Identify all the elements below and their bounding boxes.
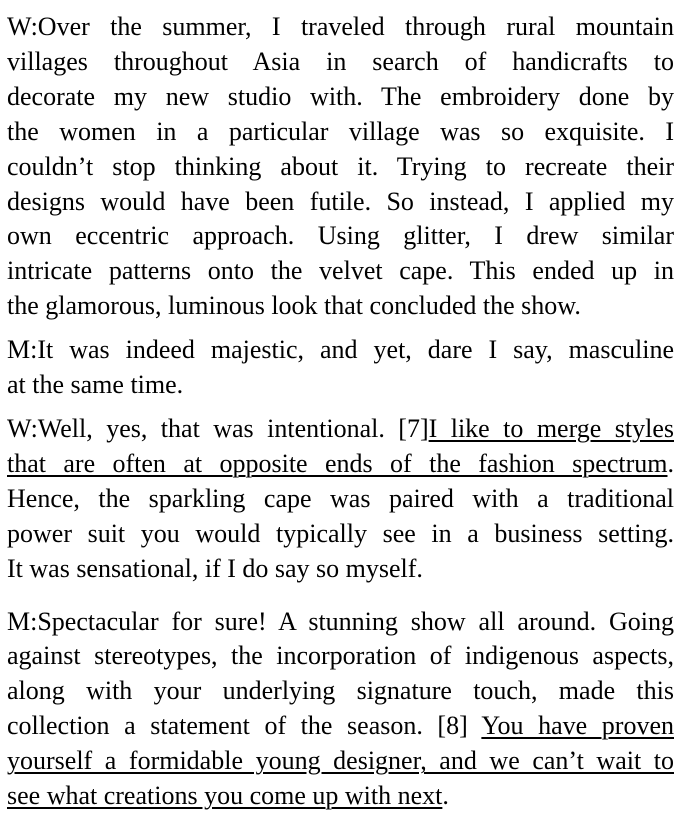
text-segment: M:Spectacular for sure! A stunning show all around. Going <box>7 606 674 636</box>
text-segment: villages throughout Asia in search of handicrafts to <box>7 46 674 76</box>
text-line <box>7 482 674 517</box>
text-segment: against stereotypes, the incorporation of indigenous aspects, <box>7 641 674 671</box>
underlined-text: see what creations you come up with next <box>7 781 443 811</box>
text-line <box>7 605 674 640</box>
text-segment: . <box>442 781 449 811</box>
text-line <box>7 150 674 185</box>
text-line <box>7 80 674 115</box>
text-segment: collection a statement of the season. [8] <box>7 711 482 741</box>
paragraph-man-2 <box>7 605 674 814</box>
text-line <box>7 115 674 150</box>
text-segment: M:It was indeed majestic, and yet, dare I say, masculine <box>7 335 674 365</box>
underlined-text: that are often at opposite ends of the fashion spectrum <box>7 448 668 478</box>
paragraph-man-1 <box>7 333 674 403</box>
text-segment: the women in a particular village was so exquisite. I <box>7 116 674 146</box>
text-segment: W:Over the summer, I traveled through rural mountain <box>7 12 674 41</box>
text-line <box>7 185 674 220</box>
text-line <box>7 412 674 447</box>
text-segment: Hence, the sparkling cape was paired with a traditional <box>7 483 674 513</box>
text-segment: the glamorous, luminous look that concluded the show. <box>7 291 581 321</box>
text-segment: intricate patterns onto the velvet cape. This ended up in <box>7 256 674 286</box>
text-line <box>7 639 674 674</box>
text-segment: designs would have been futile. So instead, I applied my <box>7 186 674 216</box>
underlined-text: yourself a formidable young designer, and we can’t wait to <box>7 746 674 776</box>
text-line <box>7 517 674 552</box>
text-segment: . <box>667 448 674 478</box>
text-line <box>7 744 674 779</box>
text-line <box>7 779 674 814</box>
text-line <box>7 447 674 482</box>
text-segment: along with your underlying signature touch, made this <box>7 676 674 706</box>
text-line <box>7 333 674 368</box>
text-segment: at the same time. <box>7 370 184 400</box>
text-line <box>7 709 674 744</box>
text-segment: couldn’t stop thinking about it. Trying to recreate their <box>7 151 674 181</box>
text-line <box>7 289 674 324</box>
text-line <box>7 368 674 403</box>
text-line <box>7 45 674 80</box>
paragraph-woman-2 <box>7 412 674 587</box>
text-segment: It was sensational, if I do say so myself. <box>7 553 423 583</box>
text-segment: W:Well, yes, that was intentional. [7] <box>7 413 429 443</box>
underlined-text: You have proven <box>481 711 674 741</box>
paragraph-woman-1 <box>7 10 674 324</box>
underlined-text: I like to merge styles <box>428 413 674 443</box>
text-line <box>7 254 674 289</box>
text-line <box>7 552 674 587</box>
text-segment: power suit you would typically see in a business setting. <box>7 518 674 548</box>
text-segment: decorate my new studio with. The embroidery done by <box>7 81 674 111</box>
text-line <box>7 674 674 709</box>
transcript-document <box>7 10 674 814</box>
text-line <box>7 219 674 254</box>
text-line <box>7 10 674 45</box>
text-segment: own eccentric approach. Using glitter, I drew similar <box>7 221 674 251</box>
